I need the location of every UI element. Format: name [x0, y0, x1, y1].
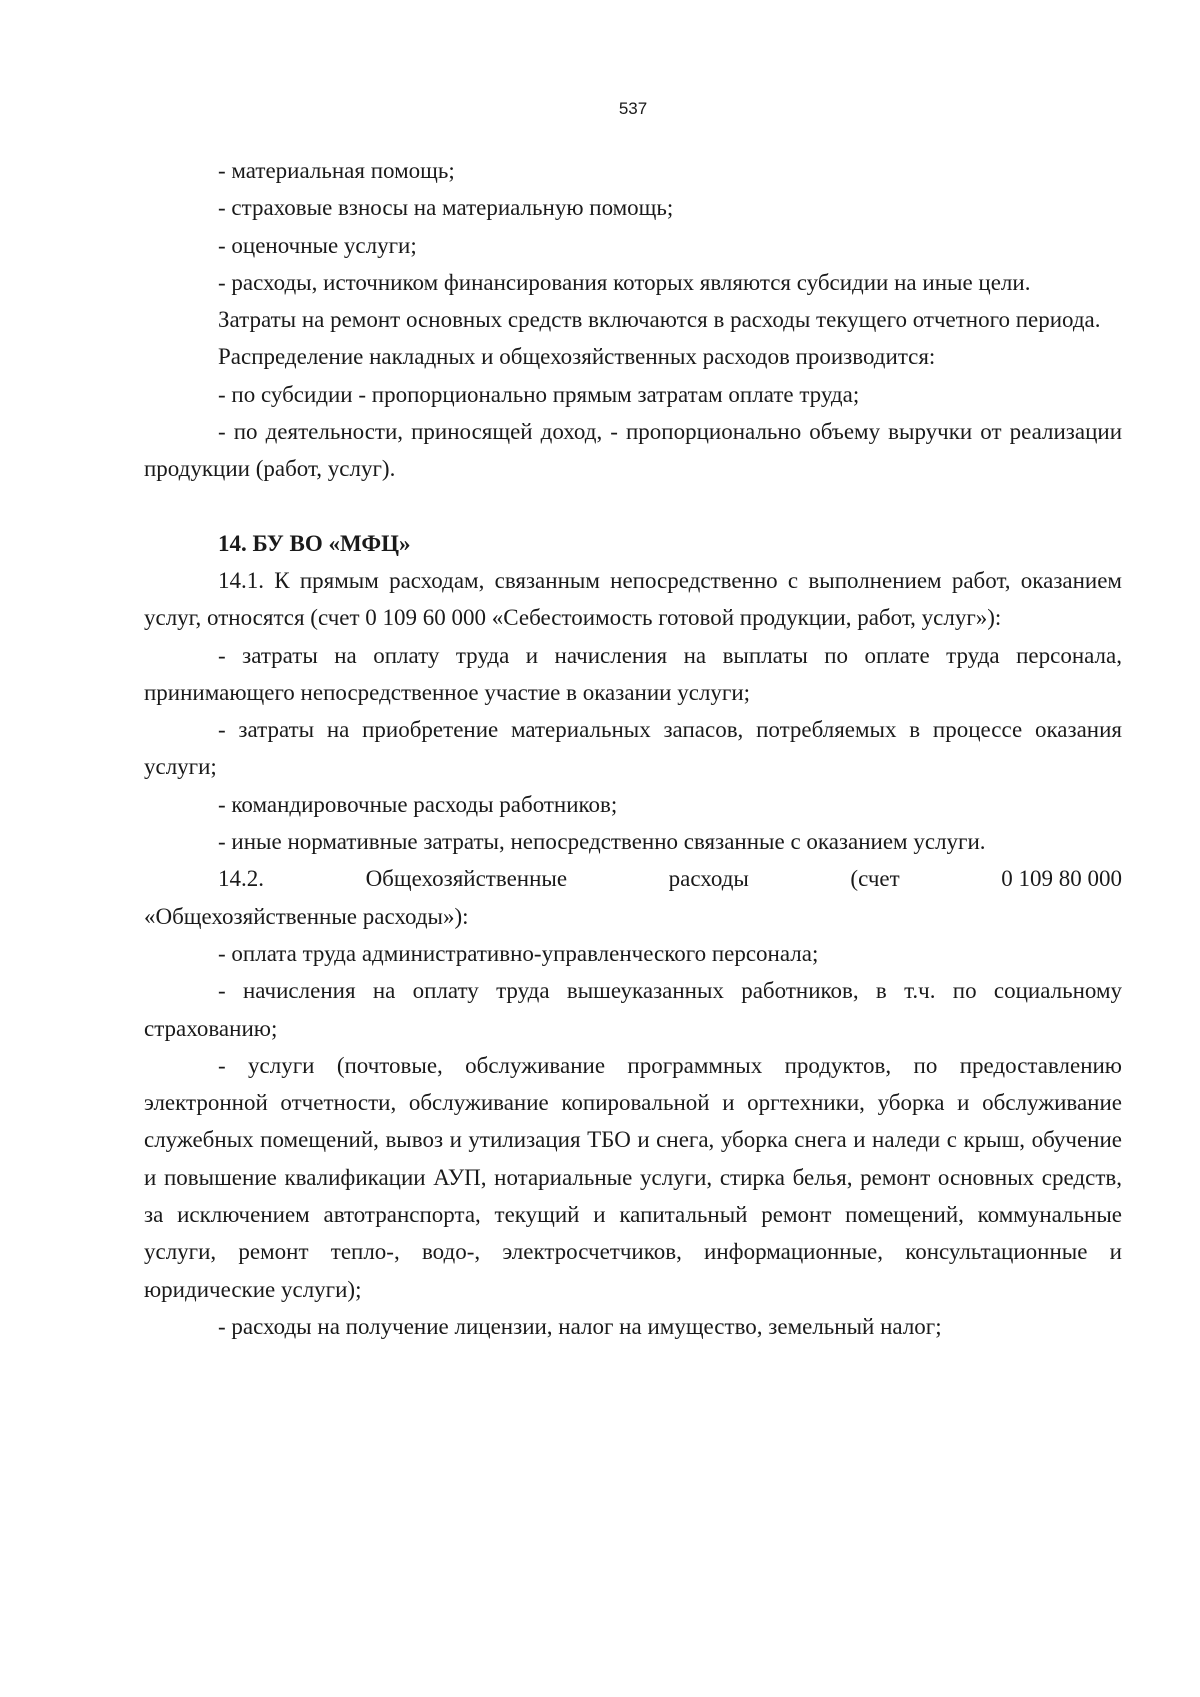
- page-number: 537: [618, 99, 648, 118]
- section-spacer: [144, 488, 1122, 525]
- paragraph-income-distribution: - по деятельности, приносящей доход, - пропорционально объему выручки от реализации продукции (работ, услуг).: [144, 419, 1122, 482]
- paragraph-services-list: - услуги (почтовые, обслуживание программных продуктов, по предоставлению электронной отчетности, обслуживание копировальной и оргтехники, уборка и обслуживание служебных помещений, вывоз и утилизация ТБО и снега, уборка снега и наледи с крыш, обучение и повышение квалификации АУП, нотариальные услуги, стирка белья, ремонт основных средств, за исключением автотранспорта, текущий и капитальный ремонт помещений, коммунальные услуги, ремонт тепло-, водо-, электросчетчиков, информационные, консультационные и юридические услуги);: [144, 1052, 1122, 1302]
- paragraph-subsidy-expenses: - расходы, источником финансирования которых являются субсидии на иные цели.: [218, 269, 1031, 295]
- paragraph-labor-costs: - затраты на оплату труда и начисления на выплаты по оплате труда персонала, принимающего непосредственное участие в оказании услуги;: [144, 642, 1122, 705]
- document-page: [144, 0, 1122, 1697]
- paragraph-14-2-account-number: 0 109 80 000: [1001, 866, 1122, 892]
- paragraph-admin-labor: - оплата труда административно-управленческого персонала;: [218, 940, 819, 966]
- paragraph-14-2-continuation: «Общехозяйственные расходы»):: [144, 903, 469, 929]
- paragraph-14-1: 14.1. К прямым расходам, связанным непосредственно с выполнением работ, оказанием услуг, относятся (счет 0 109 60 000 «Себестоимость готовой продукции, работ, услуг»):: [144, 567, 1122, 631]
- paragraph-labor-accruals: - начисления на оплату труда вышеуказанных работников, в т.ч. по социальному страхованию;: [144, 978, 1122, 1041]
- document-body: [144, 152, 1122, 1345]
- paragraph-license-taxes: - расходы на получение лицензии, налог на имущество, земельный налог;: [218, 1313, 942, 1339]
- paragraph-14-2-word-expenses: расходы: [668, 866, 749, 892]
- paragraph-material-aid: - материальная помощь;: [218, 158, 455, 183]
- paragraph-other-costs: - иные нормативные затраты, непосредственно связанные с оказанием услуги.: [218, 829, 986, 855]
- paragraph-insurance-contributions: - страховые взносы на материальную помощь;: [218, 195, 674, 221]
- paragraph-material-costs: - затраты на приобретение материальных запасов, потребляемых в процессе оказания услуги;: [144, 717, 1122, 780]
- paragraph-14-2-word-overhead: Общехозяйственные: [365, 866, 568, 892]
- paragraph-valuation-services: - оценочные услуги;: [218, 232, 417, 258]
- paragraph-14-2-line: [144, 860, 1122, 897]
- paragraph-14-2-word-account: (счет: [850, 866, 900, 892]
- paragraph-repair-costs: Затраты на ремонт основных средств включаются в расходы текущего отчетного периода.: [218, 307, 1101, 333]
- paragraph-14-2-number: 14.2.: [218, 866, 264, 892]
- section-heading: 14. БУ ВО «МФЦ»: [218, 530, 411, 556]
- paragraph-overhead-distribution: Распределение накладных и общехозяйственных расходов производится:: [218, 344, 936, 370]
- paragraph-travel-expenses: - командировочные расходы работников;: [218, 791, 618, 817]
- paragraph-subsidy-distribution: - по субсидии - пропорционально прямым затратам оплате труда;: [218, 381, 860, 407]
